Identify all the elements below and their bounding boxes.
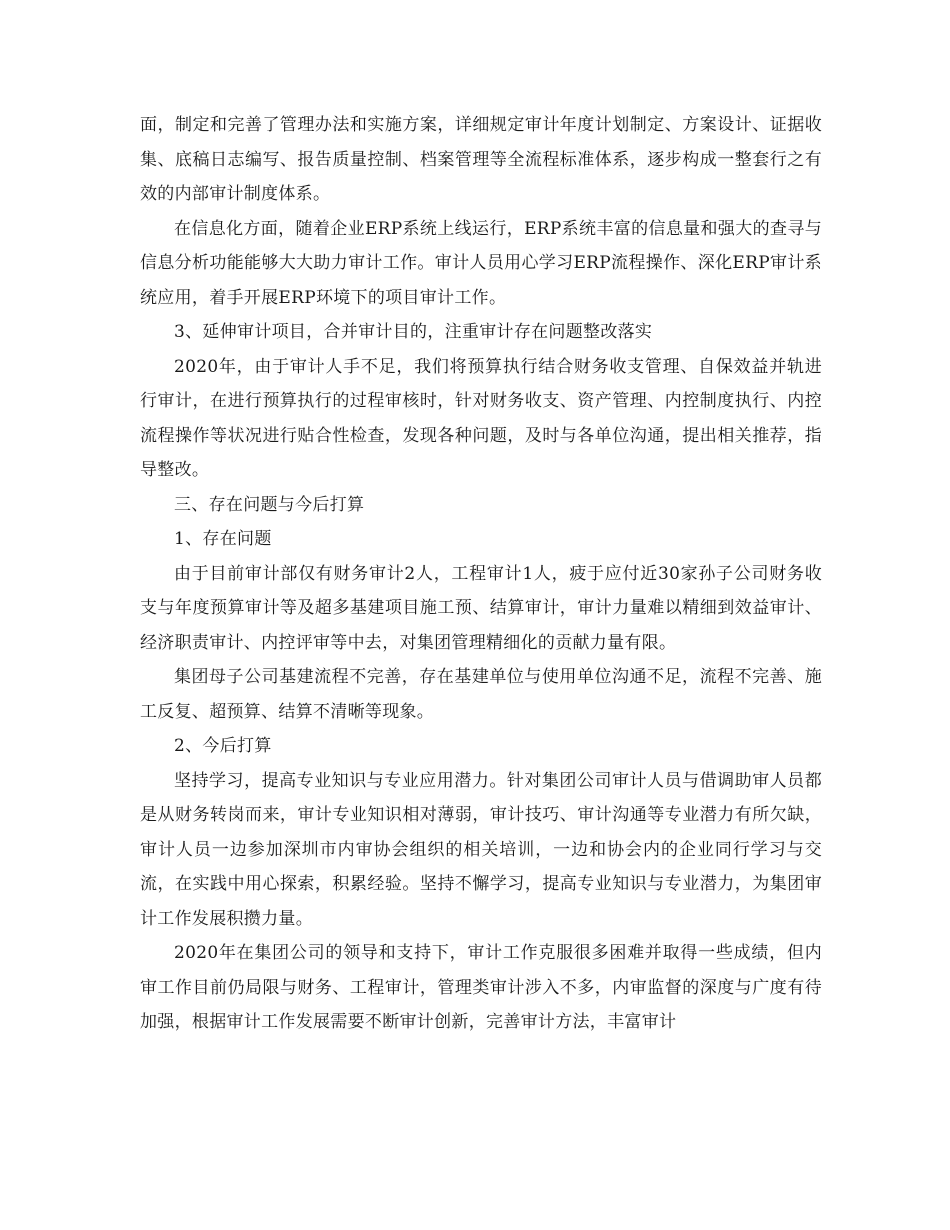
paragraph-construction-process: 集团母子公司基建流程不完善，存在基建单位与使用单位沟通不足，流程不完善、施工反复、超预算、结算不清晰等现象。	[140, 667, 822, 722]
subheading-existing-problems: 1、存在问题	[174, 529, 272, 549]
paragraph-2020-budget: 2020年，由于审计人手不足，我们将预算执行结合财务收支管理、自保效益并轨进行审计，在进行预算执行的过程审核时，针对财务收支、资产管理、内控制度执行、内控流程操作等状况进行贴合性检查，发现各种问题，及时与各单位沟通，提出相关推荐，指导整改。	[140, 356, 822, 480]
subheading-future-plans: 2、今后打算	[174, 736, 272, 756]
paragraph-staffing-problem: 由于目前审计部仅有财务审计2人，工程审计1人，疲于应付近30家孙子公司财务收支与年度预算审计等及超多基建项目施工预、结算审计，审计力量难以精细到效益审计、经济职责审计、内控评审等中去，对集团管理精细化的贡献力量有限。	[140, 563, 822, 653]
paragraph-keep-learning: 坚持学习，提高专业知识与专业应用潜力。针对集团公司审计人员与借调助审人员都是从财务转岗而来，审计专业知识相对薄弱，审计技巧、审计沟通等专业潜力有所欠缺，审计人员一边参加深圳市内审协会组织的相关培训，一边和协会内的企业同行学习与交流，在实践中用心探索，积累经验。坚持不懈学习，提高专业知识与专业潜力，为集团审计工作发展积攒力量。	[140, 770, 822, 929]
paragraph-informatization: 在信息化方面，随着企业ERP系统上线运行，ERP系统丰富的信息量和强大的查寻与信息分析功能能够大大助力审计工作。审计人员用心学习ERP流程操作、深化ERP审计系统应用，着手开展ERP环境下的项目审计工作。	[140, 218, 822, 308]
document-page	[140, 108, 822, 1040]
paragraph-2020-summary: 2020年在集团公司的领导和支持下，审计工作克服很多困难并取得一些成绩，但内审工作目前仍局限与财务、工程审计，管理类审计涉入不多，内审监督的深度与广度有待加强，根据审计工作发展需要不断审计创新，完善审计方法，丰富审计	[140, 943, 822, 1032]
paragraph-continuation: 面，制定和完善了管理办法和实施方案，详细规定审计年度计划制定、方案设计、证据收集、底稿日志编写、报告质量控制、档案管理等全流程标准体系，逐步构成一整套行之有效的内部审计制度体系。	[140, 115, 822, 204]
section-heading-problems-plans: 三、存在问题与今后打算	[174, 494, 365, 515]
subheading-extend-audit: 3、延伸审计项目，合并审计目的，注重审计存在问题整改落实	[174, 322, 653, 342]
